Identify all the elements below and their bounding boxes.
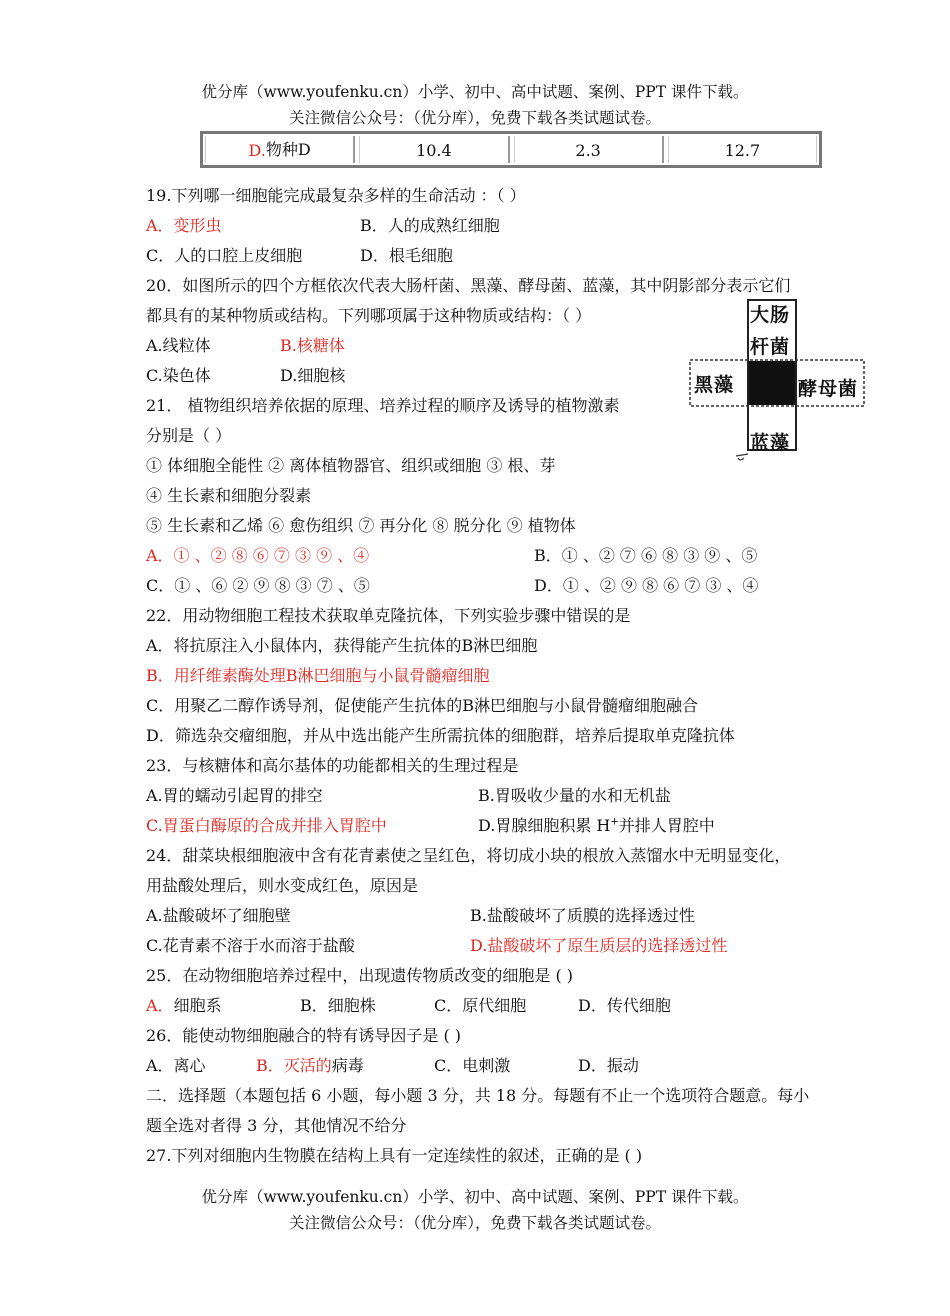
table-cell-name: 物种D	[265, 140, 311, 159]
q25-option-a	[146, 993, 222, 1016]
q21-option-b: B．① 、② ⑦ ⑥ ⑧ ③ ⑨ 、⑤	[534, 546, 758, 565]
q19-option-a: A．变形虫	[146, 216, 222, 235]
q22-option-b: B．用纤维素酶处理B淋巴细胞与小鼠骨髓瘤细胞	[146, 666, 490, 685]
q21-stem-1: 21． 植物组织培养依据的原理、培养过程的顺序及诱导的植物激素	[146, 396, 620, 415]
q23-option-d-pre: D.胃腺细胞积累 H	[478, 816, 611, 835]
q26-option-c: C．电刺激	[434, 1056, 511, 1075]
q26-option-a: A．离心	[146, 1056, 206, 1075]
footer-line-1: 优分库（www.youfenku.cn）小学、初中、高中试题、案例、PPT 课件下载。	[201, 1188, 749, 1206]
q21-option-d: D．① 、② ⑨ ⑧ ⑥ ⑦ ③ 、④	[534, 576, 759, 595]
q20-option-a: A.线粒体	[146, 336, 211, 355]
shared-structure-shading	[749, 361, 795, 405]
q23-option-a: A.胃的蠕动引起胃的排空	[146, 786, 323, 805]
q20-option-b: B.核糖体	[280, 336, 345, 355]
table-cell-letter: D.	[248, 141, 266, 160]
q23-option-c: C.胃蛋白酶原的合成并排入胃腔中	[146, 816, 387, 835]
q26-stem: 26．能使动物细胞融合的特有诱导因子是 ( )	[146, 1026, 462, 1045]
header-line-2: 关注微信公众号：（优分库），免费下载各类试题试卷。	[288, 109, 661, 127]
section2-line-1: 二．选择题（本题包括 6 小题，每小题 3 分，共 18 分。每题有不止一个选项符合题意。每小	[146, 1086, 810, 1105]
q27-stem: 27.下列对细胞内生物膜在结构上具有一定连续性的叙述，正确的是 ( )	[146, 1146, 643, 1165]
q26-option-b	[256, 1053, 364, 1076]
q21-option-c: C．① 、⑥ ② ⑨ ⑧ ③ ⑦ 、⑤	[146, 576, 370, 595]
label-hydrilla: 黑藻	[694, 374, 735, 396]
q22-option-c: C．用聚乙二醇作诱导剂，促使能产生抗体的B淋巴细胞与小鼠骨髓瘤细胞融合	[146, 696, 699, 715]
q20-stem-1: 20．如图所示的四个方框依次代表大肠杆菌、黑藻、酵母菌、蓝藻，其中阴影部分表示它们	[146, 276, 791, 295]
q26-option-d: D．振动	[578, 1056, 639, 1075]
q22-stem: 22．用动物细胞工程技术获取单克隆抗体，下列实验步骤中错误的是	[146, 606, 631, 625]
section2-line-2: 题全选对者得 3 分，其他情况不给分	[146, 1116, 407, 1135]
q26-option-b-red: B．灭活的	[256, 1056, 332, 1075]
q25-option-a-text: 细胞系	[173, 996, 222, 1015]
label-ecoli-2: 杆菌	[750, 336, 791, 358]
q23-stem: 23．与核糖体和高尔基体的功能都相关的生理过程是	[146, 756, 519, 775]
q21-option-a: A．① 、② ⑧ ⑥ ⑦ ③ ⑨ 、④	[146, 546, 370, 565]
q25-option-a-letter: A．	[146, 996, 174, 1015]
species-table-row	[200, 131, 822, 168]
q25-option-d: D．传代细胞	[578, 996, 671, 1015]
header-line-1: 优分库（www.youfenku.cn）小学、初中、高中试题、案例、PPT 课件下载。	[201, 83, 749, 101]
q25-stem: 25．在动物细胞培养过程中，出现遗传物质改变的细胞是 ( )	[146, 966, 574, 985]
q23-option-d-post: 并排人胃腔中	[618, 816, 715, 835]
organism-overlap-diagram	[688, 298, 870, 468]
footer-line-2: 关注微信公众号：（优分库），免费下载各类试题试卷。	[288, 1214, 661, 1232]
q24-option-d: D.盐酸破坏了原生质层的选择透过性	[470, 936, 728, 955]
q25-option-b: B．细胞株	[300, 996, 376, 1015]
q26-option-b-rest: 病毒	[331, 1056, 364, 1075]
q24-option-b: B.盐酸破坏了质膜的选择透过性	[470, 906, 695, 925]
table-cell-v3: 12.7	[668, 136, 817, 163]
q20-option-c: C.染色体	[146, 366, 211, 385]
table-cell-v2: 2.3	[514, 136, 664, 163]
q23-option-d-sup: +	[610, 816, 619, 828]
label-yeast: 酵母菌	[798, 378, 859, 400]
q22-option-d: D．筛选杂交瘤细胞，并从中选出能产生所需抗体的细胞群，培养后提取单克隆抗体	[146, 726, 735, 745]
q20-stem-2: 都具有的某种物质或结构。下列哪项属于这种物质或结构：（ ）	[146, 306, 592, 325]
q21-items-1: ① 体细胞全能性 ② 离体植物器官、组织或细胞 ③ 根、芽	[146, 456, 556, 475]
q22-option-a: A．将抗原注入小鼠体内，获得能产生抗体的B淋巴细胞	[146, 636, 538, 655]
q20-option-d: D.细胞核	[280, 366, 346, 385]
label-ecoli-1: 大肠	[750, 304, 791, 326]
q23-option-b: B.胃吸收少量的水和无机盐	[478, 786, 671, 805]
q21-stem-2: 分别是（ ）	[146, 426, 232, 445]
q19-option-c: C．人的口腔上皮细胞	[146, 246, 303, 265]
q21-items-2: ④ 生长素和细胞分裂素	[146, 486, 312, 505]
q24-option-c: C.花青素不溶于水而溶于盐酸	[146, 936, 355, 955]
q19-option-b: B．人的成熟红细胞	[360, 216, 500, 235]
label-cyanobacteria: 蓝藻	[750, 432, 791, 454]
q24-stem-1: 24．甜菜块根细胞液中含有花青素使之呈红色，将切成小块的根放入蒸馏水中无明显变化，	[146, 846, 791, 865]
table-cell-species	[205, 136, 355, 163]
q24-option-a: A.盐酸破坏了细胞壁	[146, 906, 291, 925]
q21-items-3: ⑤ 生长素和乙烯 ⑥ 愈伤组织 ⑦ 再分化 ⑧ 脱分化 ⑨ 植物体	[146, 516, 576, 535]
q19-stem: 19.下列哪一细胞能完成最复杂多样的生命活动 ：（ ）	[146, 186, 526, 205]
table-cell-v1: 10.4	[359, 136, 509, 163]
q19-option-d: D．根毛细胞	[360, 246, 453, 265]
q25-option-c: C．原代细胞	[434, 996, 527, 1015]
q23-option-d	[478, 813, 715, 836]
q24-stem-2: 用盐酸处理后，则水变成红色，原因是	[146, 876, 419, 895]
